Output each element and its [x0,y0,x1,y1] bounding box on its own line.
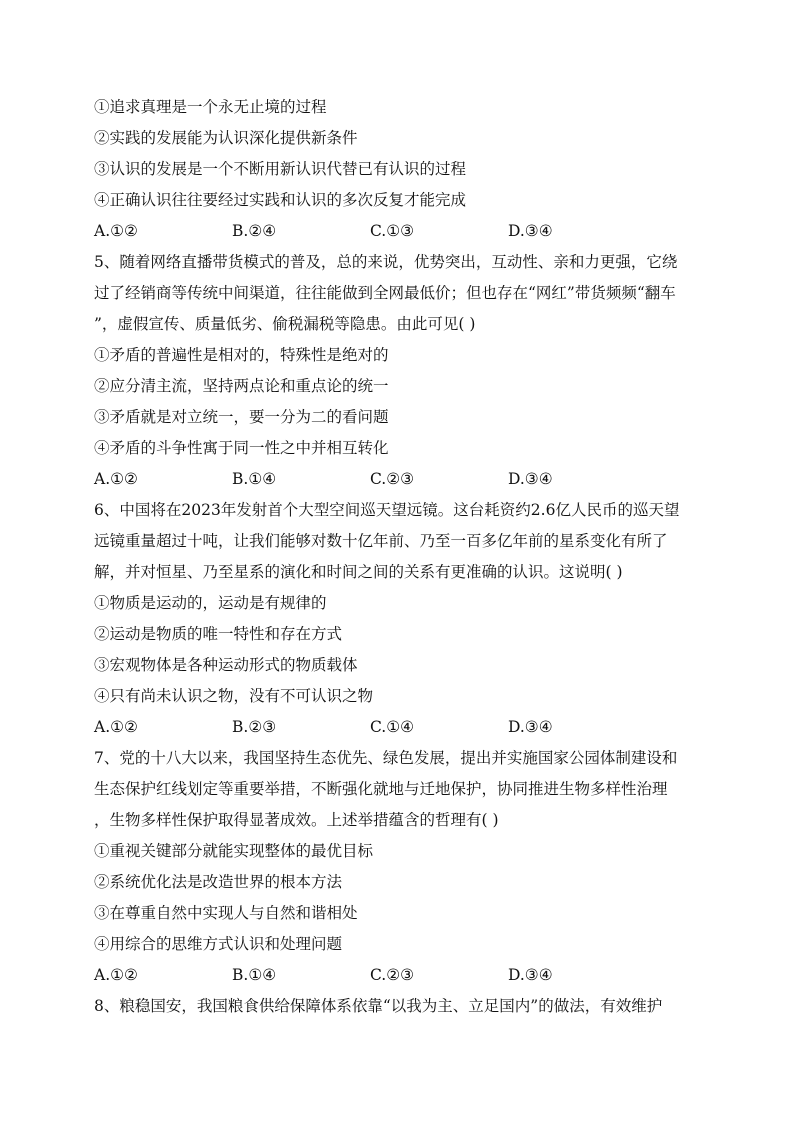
question-stem-line: 生态保护红线划定等重要举措，不断强化就地与迁地保护，协同推进生物多样性治理 [94,780,668,798]
statement-4: ④用综合的思维方式认识和处理问题 [94,935,343,953]
option-a: A.①② [94,222,138,240]
statement-2: ②系统优化法是改造世界的根本方法 [94,873,343,891]
option-a: A.①② [94,718,138,736]
question-stem-line: 远镜重量超过十吨，让我们能够对数十亿年前、乃至一百多亿年前的星系变化有所了 [94,532,668,550]
question-8 [94,991,706,1022]
statement-1: ①追求真理是一个永无止境的过程 [94,98,327,116]
answer-options [94,712,706,743]
question-stem-line: 8、粮稳国安，我国粮食供给保障体系依靠“以我为主、立足国内”的做法，有效维护 [94,997,663,1015]
question-6 [94,495,706,743]
option-c: C.①③ [370,222,415,240]
statement-1: ①矛盾的普遍性是相对的，特殊性是绝对的 [94,346,389,364]
answer-options [94,216,706,247]
statement-3: ③矛盾就是对立统一，要一分为二的看问题 [94,408,389,426]
option-a: A.①② [94,966,138,984]
question-stem-line: 5、随着网络直播带货模式的普及，总的来说，优势突出，互动性、亲和力更强，它绕 [94,253,678,271]
option-b: B.①④ [232,966,277,984]
question-5 [94,247,706,495]
question-stem-line: 7、党的十八大以来，我国坚持生态优先、绿色发展，提出并实施国家公园体制建设和 [94,749,678,767]
statement-3: ③在尊重自然中实现人与自然和谐相处 [94,904,358,922]
statement-1: ①物质是运动的，运动是有规律的 [94,594,327,612]
statement-3: ③认识的发展是一个不断用新认识代替已有认识的过程 [94,160,467,178]
option-d: D.③④ [508,222,553,240]
statement-2: ②应分清主流，坚持两点论和重点论的统一 [94,377,389,395]
option-c: C.①④ [370,718,415,736]
option-d: D.③④ [508,718,553,736]
answer-options [94,960,706,991]
option-c: C.②③ [370,966,415,984]
option-b: B.②③ [232,718,277,736]
option-b: B.①④ [232,470,277,488]
question-4 [94,92,706,247]
option-d: D.③④ [508,470,553,488]
statement-4: ④矛盾的斗争性寓于同一性之中并相互转化 [94,439,389,457]
question-stem-line: ，生物多样性保护取得显著成效。上述举措蕴含的哲理有( ) [94,811,499,829]
question-stem-line: ”，虚假宣传、质量低劣、偷税漏税等隐患。由此可见( ) [94,315,476,333]
answer-options [94,464,706,495]
option-a: A.①② [94,470,138,488]
option-c: C.②③ [370,470,415,488]
statement-4: ④正确认识往往要经过实践和认识的多次反复才能完成 [94,191,467,209]
statement-2: ②运动是物质的唯一特性和存在方式 [94,625,343,643]
question-7 [94,743,706,991]
question-stem-line: 6、中国将在2023年发射首个大型空间巡天望远镜。这台耗资约2.6亿人民币的巡天望 [94,501,680,519]
statement-2: ②实践的发展能为认识深化提供新条件 [94,129,358,147]
option-d: D.③④ [508,966,553,984]
document-page [94,92,706,1022]
statement-1: ①重视关键部分就能实现整体的最优目标 [94,842,374,860]
statement-3: ③宏观物体是各种运动形式的物质载体 [94,656,358,674]
question-stem-line: 解，并对恒星、乃至星系的演化和时间之间的关系有更准确的认识。这说明( ) [94,563,623,581]
question-stem-line: 过了经销商等传统中间渠道，往往能做到全网最低价；但也存在“网红”带货频频“翻车 [94,284,676,302]
statement-4: ④只有尚未认识之物，没有不可认识之物 [94,687,374,705]
option-b: B.②④ [232,222,277,240]
